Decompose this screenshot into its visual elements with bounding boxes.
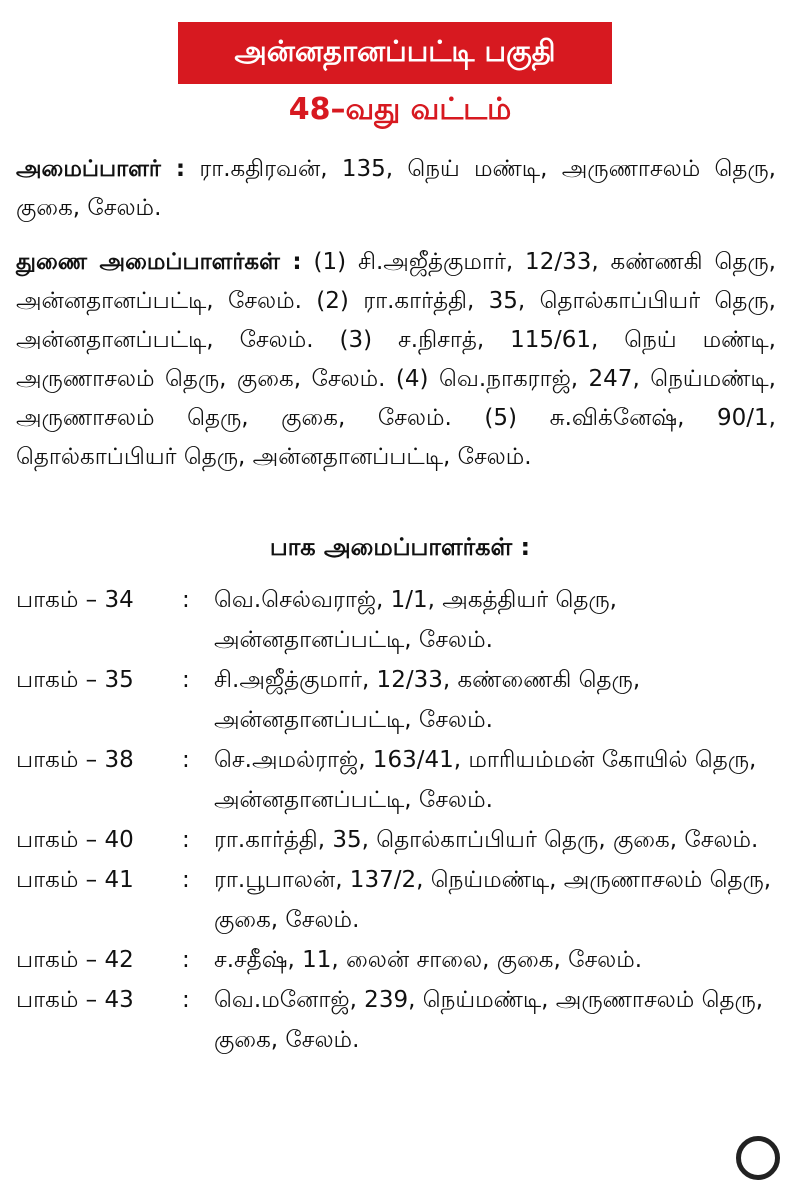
separator-colon: : — [182, 827, 190, 853]
list-item — [16, 660, 786, 740]
separator-colon: : — [182, 867, 190, 893]
organizer-label: அமைப்பாளர் : — [16, 156, 186, 182]
bagam-label: பாகம் – 34 — [16, 587, 134, 613]
separator-colon: : — [182, 987, 190, 1013]
ward-subtitle: 48–வது வட்டம் — [288, 92, 512, 127]
bagam-label: பாகம் – 42 — [16, 947, 134, 973]
bagam-label: பாகம் – 43 — [16, 987, 134, 1013]
bagam-label: பாகம் – 38 — [16, 747, 134, 773]
deputy-organizers-text: (1) சி.அஜீத்குமார், 12/33, கண்ணகி தெரு, அன்னதானப்பட்டி, சேலம். (2) ரா.கார்த்தி, 35, தொல்காப்பியர் தெரு, அன்னதானப்பட்டி, சேலம். (3) ச.நிசாத், 115/61, நெய் மண்டி, அருணாசலம் தெரு, குகை, சேலம். (4) வெ.நாகராஜ், 247, நெய்மண்டி, அருணாசலம் தெரு, குகை, சேலம். (5) சு.விக்னேஷ், 90/1, தொல்காப்பியர் தெரு, அன்னதானப்பட்டி, சேலம். — [16, 249, 776, 470]
bagam-label: பாகம் – 41 — [16, 867, 134, 893]
list-item — [16, 860, 786, 940]
circle-icon — [736, 1136, 780, 1180]
separator-colon: : — [182, 667, 190, 693]
list-item — [16, 580, 786, 660]
deputy-organizers-label: துணை அமைப்பாளர்கள் : — [16, 249, 302, 275]
bagam-label: பாகம் – 40 — [16, 827, 134, 853]
list-item — [16, 940, 786, 980]
bagam-value: வெ.மனோஜ், 239, நெய்மண்டி, அருணாசலம் தெரு, குகை, சேலம். — [214, 987, 764, 1053]
list-item — [16, 740, 786, 820]
deputy-organizers-paragraph — [16, 243, 776, 477]
bagam-value: ரா.கார்த்தி, 35, தொல்காப்பியர் தெரு, குகை, சேலம். — [214, 827, 759, 853]
page-title: அன்னதானப்பட்டி பகுதி — [178, 22, 612, 84]
separator-colon: : — [182, 947, 190, 973]
bagam-value: ரா.பூபாலன், 137/2, நெய்மண்டி, அருணாசலம் தெரு, குகை, சேலம். — [214, 867, 772, 933]
separator-colon: : — [182, 747, 190, 773]
bagam-label: பாகம் – 35 — [16, 667, 134, 693]
bagam-value: சி.அஜீத்குமார், 12/33, கண்ணைகி தெரு, அன்னதானப்பட்டி, சேலம். — [214, 667, 641, 733]
organizer-paragraph — [16, 150, 776, 228]
list-item — [16, 820, 786, 860]
bagam-organizer-list — [16, 580, 786, 1060]
section-heading: பாக அமைப்பாளர்கள் : — [269, 533, 531, 561]
organizer-text: ரா.கதிரவன், 135, நெய் மண்டி, அருணாசலம் தெரு, குகை, சேலம். — [16, 156, 776, 221]
bagam-value: ச.சதீஷ், 11, லைன் சாலை, குகை, சேலம். — [214, 947, 643, 973]
bagam-value: வெ.செல்வராஜ், 1/1, அகத்தியர் தெரு, அன்னதானப்பட்டி, சேலம். — [214, 587, 617, 653]
list-item — [16, 980, 786, 1060]
separator-colon: : — [182, 587, 190, 613]
bagam-value: செ.அமல்ராஜ், 163/41, மாரியம்மன் கோயில் தெரு, அன்னதானப்பட்டி, சேலம். — [214, 747, 757, 813]
